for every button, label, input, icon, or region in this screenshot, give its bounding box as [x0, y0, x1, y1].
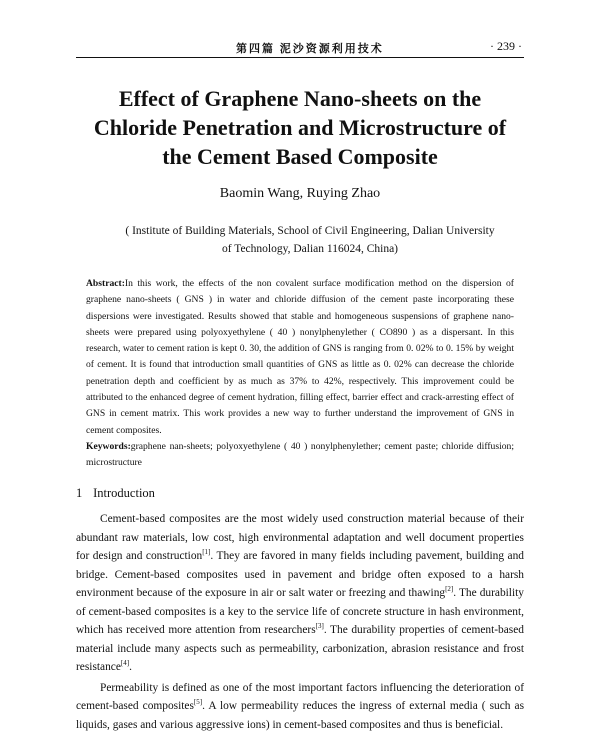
header-page-number: · 239 · — [490, 39, 522, 53]
body-text — [76, 510, 524, 736]
section-title: Introduction — [93, 486, 155, 500]
header-rule — [76, 57, 524, 58]
paragraph-text: . They are favored in many fields including pavement, building and bridge. Cement-based composites used in pavement and bridge often exposed to a harsh environment because of the exposure in air or salt water or freezing and thawing — [76, 550, 524, 599]
citation: [2] — [445, 585, 454, 594]
paragraph-text: . — [129, 661, 132, 673]
abstract-text: In this work, the effects of the non covalent surface modification method on the dispersion of graphene nano-sheets ( GNS ) in water and chloride diffusion of the cement paste incorporating these dispersions were investigated. Results showed that stable and homogeneous suspensions of graphene nano-sheets were prepared using polyoxyethylene ( 40 ) nonylphenylether ( CO890 ) as a dispersant. In this research, water to cement ration is kept 0. 30, the addition of GNS is ranging from 0. 02% to 0. 15% by weight of cement. It is found that introduction small quantities of GNS as little as 0. 02% can decrease the chloride penetration depth and coefficient by as much as 37% to 42%, respectively. This improvement could be attributed to the enhanced degree of cement hydration, filling effect, barrier effect and crack-arresting effect of GNS in cement matrix. This work provides a new way to further understand the improvement of GNS in cement composites. — [86, 278, 514, 436]
citation: [5] — [193, 698, 203, 707]
abstract-label: Abstract: — [86, 278, 125, 289]
keywords-label: Keywords: — [86, 440, 131, 452]
affiliation-line: ( Institute of Building Materials, School of Civil Engineering, Dalian University — [125, 225, 495, 237]
paragraph-text: Cement-based composites are the most widely used construction material because of their abundant raw materials, low cost, high environmental adaptation and well document properties for design and construction — [76, 513, 524, 562]
paragraph-text: Permeability is defined as one of the most important factors influencing the deterioration of cement-based composites — [76, 681, 524, 712]
title-line: the Cement Based Composite — [162, 144, 438, 169]
citation: [3] — [315, 622, 324, 631]
abstract — [86, 276, 514, 472]
title-line: Effect of Graphene Nano-sheets on the — [118, 86, 482, 111]
affiliation-line: of Technology, Dalian 116024, China) — [221, 243, 399, 255]
running-header — [76, 36, 524, 58]
paragraph-text: . A low permeability reduces the ingress of external media ( such as liquids, gases and various aggressive ions) in cement-based composites and thus is beneficial. — [76, 700, 524, 731]
authors: Baomin Wang, Ruying Zhao — [219, 186, 381, 201]
body-paragraph — [76, 510, 524, 677]
keywords-text: graphene nan-sheets; polyoxyethylene ( 40 ) nonylphenylether; cement paste; chloride diffusion; microstructure — [86, 440, 514, 469]
section-heading — [76, 486, 155, 501]
abstract-paragraph — [86, 276, 514, 439]
paragraph-text: . The durability of cement-based composites is a key to the service life of concrete structure in hash environment, which has received more attention from researchers — [76, 587, 524, 636]
affiliation — [110, 222, 510, 258]
header-section-title: 第四篇 泥沙资源利用技术 — [236, 43, 384, 55]
citation: [1] — [202, 548, 211, 557]
citation: [4] — [120, 659, 130, 668]
keywords-paragraph — [86, 439, 514, 472]
title-line: Chloride Penetration and Microstructure of — [93, 115, 507, 140]
paper-title — [60, 84, 540, 171]
body-paragraph — [76, 679, 524, 735]
paragraph-text: . The durability properties of cement-based material include many aspects such as permeability, carbonization, abrasion resistance and frost resistance — [76, 624, 524, 673]
section-number: 1 — [76, 486, 83, 500]
